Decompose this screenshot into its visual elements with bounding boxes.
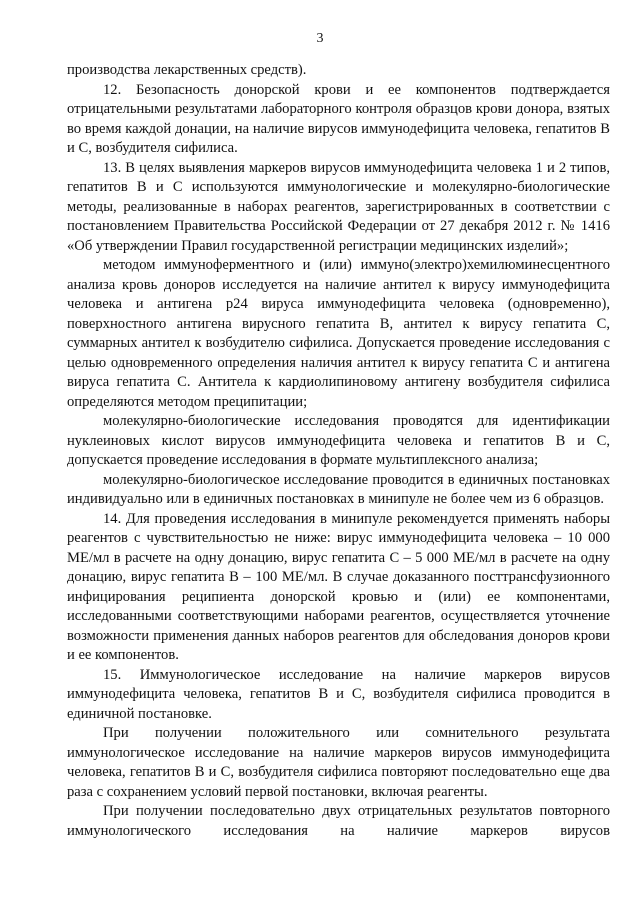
paragraph-molecular-studies: молекулярно-биологические исследования проводятся для идентификации нуклеиновых кислот вирусов иммунодефицита человека и гепатитов B и C, допускается проведение исследования в формате мультиплексного анализа; bbox=[67, 413, 610, 468]
paragraph-positive-result: При получении положительного или сомнительного результата иммунологическое исследование на наличие маркеров вирусов иммунодефицита человека, гепатитов B и C, возбудителя сифилиса повторяют последовательно еще два раза с сохранением условий первой постановки, включая реагенты. bbox=[67, 725, 610, 800]
paragraph-12: 12. Безопасность донорской крови и ее компонентов подтверждается отрицательными результатами лабораторного контроля образцов крови донора, взятых во время каждой донации, на наличие вирусов иммунодефицита человека, гепатитов B и C, возбудителя сифилиса. bbox=[67, 81, 610, 156]
paragraph-continuation: производства лекарственных средств). bbox=[67, 62, 307, 78]
paragraph-15: 15. Иммунологическое исследование на наличие маркеров вирусов иммунодефицита человека, гепатитов B и C, возбудителя сифилиса проводится в единичной постановке. bbox=[67, 666, 610, 722]
paragraph-14: 14. Для проведения исследования в минипуле рекомендуется применять наборы реагентов с чувствительностью не ниже: вирус иммунодефицита человека – 10 000 МЕ/мл в расчете на одну донацию, вирус гепатита C – 5 000 МЕ/мл в расчете на одну донацию, вирус гепатита B – 100 МЕ/мл. В случае доказанного посттрансфузионного инфицирования реципиента донорской кровью и (или) ее компонентами, исследованными соответствующими наборами реагентов, осуществляется уточнение возможности применения данных наборов реагентов для обследования доноров крови и ее компонентов. bbox=[67, 510, 610, 663]
paragraph-immunoassay-method: методом иммуноферментного и (или) иммуно(электро)хемилюминесцентного анализа кровь доноров исследуется на наличие антител к вирусу иммунодефицита человека и антигена p24 вируса иммунодефицита человека (одновременно), поверхностного антигена вирусного гепатита B, антител к вирусу гепатита C, суммарных антител к возбудителю сифилиса. Допускается проведение исследования с целью одновременного определения наличия антител к вирусу гепатита C и антигена вируса гепатита C. Антитела к кардиолипиновому антигену возбудителя сифилиса определяются методом преципитации; bbox=[67, 257, 610, 410]
paragraph-molecular-study: молекулярно-биологическое исследование проводится в единичных постановках индивидуально или в единичных постановках в минипуле не более чем из 6 образцов. bbox=[67, 471, 610, 507]
paragraph-negative-results: При получении последовательно двух отрицательных результатов повторного иммунологического исследования на наличие маркеров вирусов bbox=[67, 803, 610, 839]
paragraph-13: 13. В целях выявления маркеров вирусов иммунодефицита человека 1 и 2 типов, гепатитов B и C используются иммунологические и молекулярно-биологические методы, реализованные в наборах реагентов, зарегистрированных в соответствии с постановлением Правительства Российской Федерации от 27 декабря 2012 г. № 1416 «Об утверждении Правил государственной регистрации медицинских изделий»; bbox=[67, 159, 610, 254]
page-number: 3 bbox=[316, 31, 324, 46]
document-body bbox=[67, 61, 610, 841]
